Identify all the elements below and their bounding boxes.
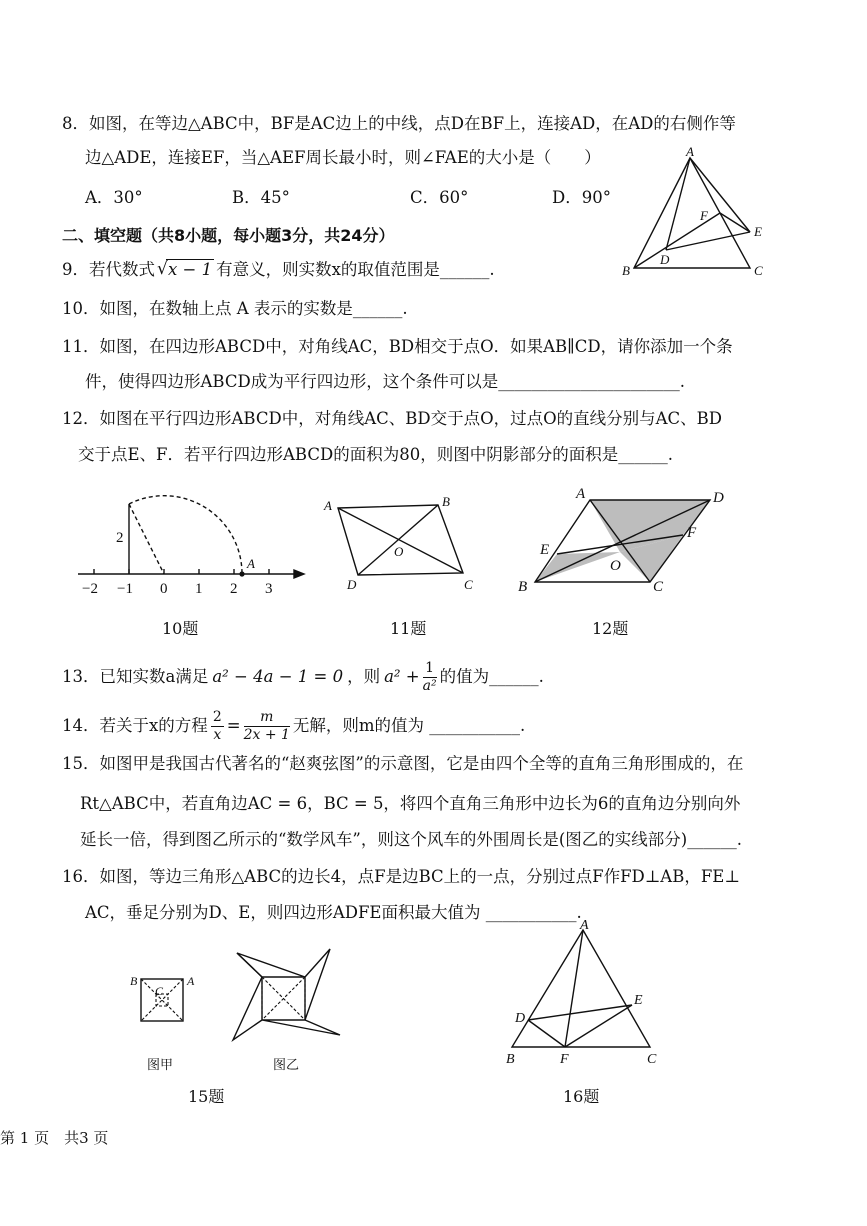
fig15-label-yi: 图乙	[273, 1057, 300, 1072]
q8-label-c: C	[754, 263, 763, 278]
q11-line1: 11．如图，在四边形ABCD中，对角线AC，BD相交于点O．如果AB∥CD，请你添加一个条	[62, 337, 733, 356]
fig12-label-b: B	[518, 579, 528, 595]
q15-line3: 延长一倍，得到图乙所示的“数学风车”，则这个风车的外围周长是(图乙的实线部分)______.	[80, 830, 742, 849]
fig16-caption: 16题	[563, 1087, 600, 1106]
q13-fraction-num: 1	[423, 660, 437, 678]
fig12-figure	[510, 480, 740, 600]
fig12-label-e: E	[540, 542, 550, 558]
fig10-tick-1: 1	[195, 581, 203, 597]
q14-fraction-left	[211, 709, 224, 744]
fig10-tick-neg2: −2	[82, 581, 98, 597]
q14-pre: 14．若关于x的方程	[62, 716, 208, 735]
q13-post: 的值为______.	[439, 667, 544, 686]
fig10-tick-3: 3	[265, 581, 273, 597]
q12-line2: 交于点E、F．若平行四边形ABCD的面积为80，则图中阴影部分的面积是______.	[78, 445, 673, 464]
fig16-label-f: F	[560, 1052, 569, 1067]
section-heading: 二、填空题（共8小题，每小题3分，共24分）	[62, 226, 395, 245]
q14	[62, 709, 525, 744]
q9-radicand: x − 1	[168, 260, 213, 279]
q8-line1: 8．如图，在等边△ABC中，BF是AC边上的中线，点D在BF上，连接AD，在AD的右侧作等	[62, 114, 736, 133]
q8-label-a: A	[686, 144, 694, 159]
q16-line2: AC，垂足分别为D、E，则四边形ADFE面积最大值为 ___________.	[85, 903, 582, 922]
q9-sqrt: √ x − 1	[157, 259, 213, 279]
fig16-label-b: B	[506, 1052, 515, 1067]
q8-figure	[620, 144, 770, 280]
fig12-caption: 12题	[592, 619, 629, 638]
q13-eq: a² − 4a − 1 = 0	[212, 667, 344, 686]
fig15-figure	[125, 945, 355, 1080]
fig11-caption: 11题	[390, 619, 427, 638]
fig16-label-a: A	[580, 918, 589, 933]
q8-option-d: D．90°	[552, 188, 611, 207]
q13-pre: 13．已知实数a满足	[62, 667, 209, 686]
fig16-label-e: E	[634, 993, 643, 1008]
q13-fraction	[423, 660, 437, 695]
fig10-tick-neg1: −1	[117, 581, 133, 597]
fig10-number-line	[70, 480, 320, 610]
q8-label-d: D	[660, 252, 670, 267]
q8-line2: 边△ADE，连接EF，当△AEF周长最小时，则∠FAE的大小是（ ）	[85, 148, 601, 167]
q8-option-a: A．30°	[85, 188, 143, 207]
fig10-point-a: A	[247, 556, 255, 571]
q13	[62, 660, 544, 695]
q13-expr: a² +	[384, 667, 420, 686]
q8-label-f: F	[700, 208, 708, 223]
q9-pre: 9．若代数式	[62, 260, 155, 279]
fig11-label-a: A	[324, 498, 332, 513]
q14-right-num: m	[244, 709, 290, 727]
q8-option-b: B．45°	[232, 188, 290, 207]
fig16-label-d: D	[515, 1011, 526, 1026]
fig12-label-d: D	[713, 490, 724, 506]
fig10-tick-0: 0	[160, 581, 168, 597]
q11-line2: 件，使得四边形ABCD成为平行四边形，这个条件可以是______________________.	[85, 372, 685, 391]
page-footer: 第 1 页 共3 页	[0, 1129, 109, 1147]
fig15-label-c: C	[155, 984, 164, 998]
fig12-label-o: O	[610, 558, 621, 574]
q14-left-num: 2	[212, 709, 222, 725]
fig10-height-label: 2	[116, 530, 124, 546]
q14-eq: =	[226, 716, 241, 735]
q8-label-e: E	[754, 224, 762, 239]
q14-left-den: x	[213, 727, 222, 743]
fig10-tick-2: 2	[230, 581, 238, 597]
q16-line1: 16．如图，等边三角形△ABC的边长4，点F是边BC上的一点，分别过点F作FD⊥AB，FE⊥	[62, 867, 740, 886]
fig15-label-b: B	[130, 974, 138, 988]
fig16-label-c: C	[647, 1052, 657, 1067]
q15-line1: 15．如图甲是我国古代著名的“赵爽弦图”的示意图，它是由四个全等的直角三角形围成的，在	[62, 754, 744, 773]
q14-fraction-right	[244, 709, 290, 744]
q14-right-den: 2x + 1	[243, 727, 290, 743]
q8-option-c: C．60°	[410, 188, 469, 207]
q9	[62, 259, 495, 281]
fig11-label-d: D	[347, 577, 357, 592]
fig11-label-b: B	[442, 494, 450, 509]
q10: 10．如图，在数轴上点 A 表示的实数是______.	[62, 299, 408, 318]
fig10-caption: 10题	[162, 619, 199, 638]
fig11-label-c: C	[464, 577, 473, 592]
fig11-label-o: O	[394, 544, 404, 559]
q15-line2: Rt△ABC中，若直角边AC = 6，BC = 5，将四个直角三角形中边长为6的直角边分别向外	[80, 794, 741, 813]
fig12-label-f: F	[687, 525, 697, 541]
fig12-label-a: A	[576, 486, 586, 502]
q8-label-b: B	[622, 263, 630, 278]
fig16-figure	[500, 920, 675, 1070]
q9-post: 有意义，则实数x的取值范围是______.	[216, 260, 495, 279]
fig15-label-jia: 图甲	[147, 1057, 174, 1072]
fig12-label-c: C	[653, 579, 664, 595]
q13-mid: ，则	[347, 667, 381, 686]
q14-post: 无解，则m的值为 ___________.	[292, 716, 526, 735]
q13-fraction-den: a²	[422, 678, 437, 694]
fig15-caption: 15题	[188, 1087, 225, 1106]
fig15-label-a: A	[187, 974, 195, 988]
q12-line1: 12．如图在平行四边形ABCD中，对角线AC、BD交于点O，过点O的直线分别与AC、BD	[62, 409, 723, 428]
fig11-figure	[318, 490, 483, 600]
